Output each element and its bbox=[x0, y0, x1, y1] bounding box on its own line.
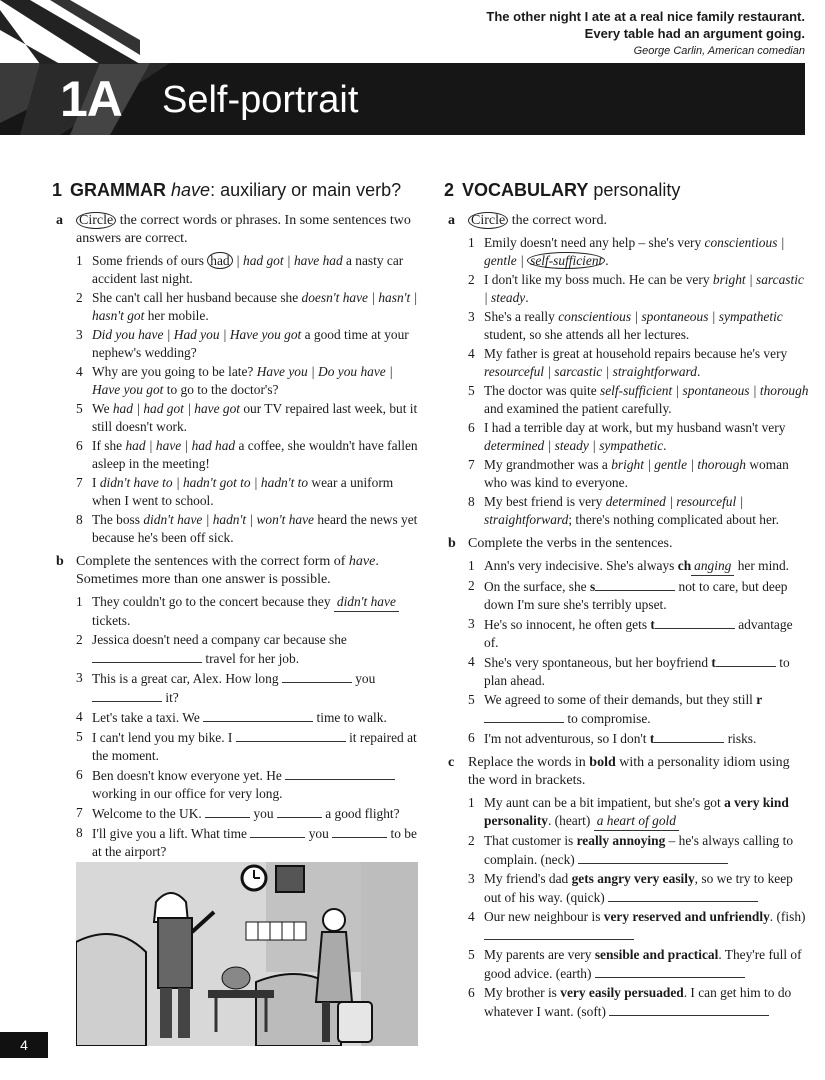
exercise-item bbox=[444, 832, 810, 869]
exercise-item bbox=[52, 766, 418, 803]
item-number: 2 bbox=[76, 290, 83, 305]
exercise-item bbox=[444, 577, 810, 614]
vocabulary-section bbox=[444, 178, 810, 1027]
item-text: I don't like my boss much. He can be very bbox=[484, 272, 713, 287]
illustration-couple-arguing bbox=[76, 862, 418, 1046]
exercise-item bbox=[52, 326, 418, 362]
exercise-2c-list bbox=[444, 794, 810, 1021]
item-text: He's so innocent, he often gets bbox=[484, 617, 651, 632]
item-number: 5 bbox=[76, 401, 83, 416]
answer-blank[interactable] bbox=[716, 653, 776, 667]
answer-blank[interactable] bbox=[595, 577, 675, 591]
exercise-item bbox=[444, 382, 810, 418]
item-text: I bbox=[92, 475, 100, 490]
item-text: her mind. bbox=[734, 558, 790, 573]
item-text: My grandmother was a bbox=[484, 457, 612, 472]
item-text: My parents are very bbox=[484, 947, 595, 962]
item-number: 2 bbox=[76, 632, 83, 647]
item-text: The doctor was quite bbox=[484, 383, 601, 398]
exercise-item bbox=[444, 870, 810, 907]
item-text: a nasty car accident last night. bbox=[92, 253, 404, 286]
item-text: Our new neighbour is bbox=[484, 909, 604, 924]
item-number: 6 bbox=[76, 438, 83, 453]
exercise-item bbox=[52, 289, 418, 325]
unit-banner bbox=[0, 63, 805, 135]
item-text: ch bbox=[677, 558, 692, 573]
item-text: and examined the patient carefully. bbox=[484, 401, 672, 416]
item-text: Ann's very indecisive. She's always bbox=[484, 558, 678, 573]
item-number: 1 bbox=[468, 795, 475, 810]
circled-answer[interactable]: self-sufficient bbox=[527, 252, 605, 269]
exercise-item bbox=[444, 946, 810, 983]
quote-author: George Carlin, American comedian bbox=[633, 45, 805, 57]
item-number: 1 bbox=[76, 594, 83, 609]
answer-blank[interactable] bbox=[92, 649, 202, 663]
item-text: gets angry very easily bbox=[571, 871, 695, 886]
item-text: I'm not adventurous, so I don't bbox=[484, 731, 650, 746]
item-text: ; there's nothing complicated about her. bbox=[568, 512, 779, 527]
item-text: Ben doesn't know everyone yet. He bbox=[92, 768, 286, 783]
item-number: 3 bbox=[468, 309, 475, 324]
item-text: bright | gentle | thorough bbox=[611, 457, 747, 472]
item-text: . bbox=[605, 253, 609, 268]
item-number: 5 bbox=[76, 729, 83, 744]
exercise-1a-list bbox=[52, 252, 418, 547]
item-text: Jessica doesn't need a company car because she bbox=[92, 632, 347, 647]
item-text: a coffee, she wouldn't have fallen asleep in the meeting! bbox=[92, 438, 418, 471]
exercise-item bbox=[52, 631, 418, 668]
exercise-item bbox=[444, 794, 810, 831]
item-text: self-sufficient | spontaneous | thorough bbox=[600, 383, 809, 398]
item-number: 4 bbox=[468, 909, 475, 924]
answer-blank[interactable] bbox=[285, 766, 395, 780]
exercise-item bbox=[52, 437, 418, 473]
item-number: 7 bbox=[76, 805, 83, 820]
item-text: , so we try to keep out of his way. (quick) bbox=[484, 871, 793, 905]
item-text: s bbox=[589, 579, 596, 594]
item-text: determined | steady | sympathetic bbox=[484, 438, 664, 453]
item-number: 4 bbox=[76, 364, 83, 379]
item-text: conscientious | spontaneous | sympathetic bbox=[558, 309, 783, 324]
corner-rays-decoration bbox=[0, 0, 140, 64]
exercise-2a-list bbox=[444, 234, 810, 529]
item-text: woman who was kind to everyone. bbox=[484, 457, 789, 490]
item-text: had | had got | have got bbox=[112, 401, 240, 416]
answer-blank[interactable] bbox=[608, 888, 758, 902]
item-text: a very kind personality bbox=[484, 795, 789, 828]
item-text: it repaired at the moment. bbox=[92, 730, 417, 763]
item-number: 6 bbox=[76, 767, 83, 782]
exercise-2c-instruction: c Replace the words in bold with a personality idiom using the word in brackets. bbox=[448, 755, 790, 788]
item-text: bright | sarcastic | steady bbox=[484, 272, 804, 305]
exercise-item bbox=[52, 824, 418, 861]
item-text: had | have | had had bbox=[125, 438, 236, 453]
item-text: My brother is bbox=[484, 985, 561, 1000]
item-text: . bbox=[663, 438, 667, 453]
item-number: 5 bbox=[468, 383, 475, 398]
example-answer: a heart of gold bbox=[594, 812, 679, 831]
item-text: r bbox=[756, 692, 763, 707]
item-text: We agreed to some of their demands, but they still bbox=[484, 692, 757, 707]
answer-blank[interactable] bbox=[282, 669, 352, 683]
item-text: very easily persuaded bbox=[560, 985, 684, 1000]
item-text: didn't have | hadn't | won't have bbox=[143, 512, 314, 527]
item-text: I had a terrible day at work, but my husband wasn't very bbox=[484, 420, 786, 435]
item-text: working in our office for very long. bbox=[92, 786, 283, 801]
answer-blank[interactable] bbox=[578, 850, 728, 864]
item-text: They couldn't go to the concert because they bbox=[92, 594, 334, 609]
exercise-item bbox=[444, 308, 810, 344]
exercise-1b-list bbox=[52, 593, 418, 861]
item-text: That customer is bbox=[484, 833, 577, 848]
quote-line-1: The other night I ate at a real nice family restaurant. bbox=[486, 9, 805, 24]
item-number: 4 bbox=[76, 709, 83, 724]
item-text: resourceful | sarcastic | straightforward bbox=[484, 364, 697, 379]
item-text: t bbox=[649, 731, 655, 746]
exercise-item bbox=[444, 615, 810, 652]
exercise-2a-instruction: a Circle the correct word. bbox=[448, 213, 607, 228]
vocabulary-heading: 2 VOCABULARY personality bbox=[444, 180, 681, 200]
circled-answer[interactable]: had bbox=[207, 252, 232, 269]
item-text: determined | resourceful | straightforward bbox=[484, 494, 744, 527]
item-text: advantage of. bbox=[484, 617, 793, 650]
item-text: | had got | have had bbox=[232, 253, 343, 268]
item-text: to compromise. bbox=[564, 711, 651, 726]
exercise-1a-instruction: a Circle the correct words or phrases. In some sentences two answers are correct. bbox=[56, 213, 411, 246]
item-number: 1 bbox=[76, 253, 83, 268]
answer-blank[interactable] bbox=[655, 615, 735, 629]
item-number: 5 bbox=[468, 947, 475, 962]
item-number: 4 bbox=[468, 346, 475, 361]
answer-blank[interactable] bbox=[92, 688, 162, 702]
exercise-item bbox=[444, 557, 810, 576]
item-text: a good time at your nephew's wedding? bbox=[92, 327, 409, 360]
item-text: to go to the doctor's? bbox=[163, 382, 279, 397]
item-text: She's a really bbox=[484, 309, 559, 324]
item-number: 1 bbox=[468, 235, 475, 250]
item-number: 6 bbox=[468, 985, 475, 1000]
exercise-1b-instruction: b Complete the sentences with the correct form of have. Sometimes more than one answer is possible. bbox=[56, 554, 379, 587]
exercise-item bbox=[52, 593, 418, 630]
item-text: My aunt can be a bit impatient, but she's got bbox=[484, 795, 725, 810]
exercise-item bbox=[52, 363, 418, 399]
item-text: it? bbox=[162, 690, 179, 705]
item-text: Let's take a taxi. We bbox=[92, 710, 204, 725]
exercise-item bbox=[52, 728, 418, 765]
item-number: 3 bbox=[468, 871, 475, 886]
exercise-item bbox=[52, 400, 418, 436]
item-text: . bbox=[525, 290, 529, 305]
item-text: a good flight? bbox=[321, 806, 400, 821]
item-text: The boss bbox=[92, 512, 144, 527]
item-text: My best friend is very bbox=[484, 494, 606, 509]
example-answer: didn't have bbox=[334, 593, 399, 612]
answer-blank[interactable] bbox=[609, 1002, 769, 1016]
item-number: 2 bbox=[468, 578, 475, 593]
item-text: – he's always calling to complain. (neck) bbox=[484, 833, 794, 867]
item-text: student, so she attends all her lectures. bbox=[484, 327, 690, 342]
answer-blank[interactable] bbox=[654, 729, 724, 743]
exercise-item bbox=[52, 669, 418, 707]
answer-blank[interactable] bbox=[484, 709, 564, 723]
page-number: 4 bbox=[0, 1032, 48, 1058]
exercise-item bbox=[52, 804, 418, 823]
exercise-item bbox=[52, 252, 418, 288]
item-text: our TV repaired last week, but it still doesn't work. bbox=[92, 401, 418, 434]
answer-blank[interactable] bbox=[595, 964, 745, 978]
item-text: If she bbox=[92, 438, 126, 453]
answer-blank[interactable] bbox=[332, 824, 387, 838]
item-number: 3 bbox=[76, 327, 83, 342]
exercise-item bbox=[444, 691, 810, 728]
answer-blank[interactable] bbox=[277, 804, 322, 818]
item-text: you bbox=[305, 826, 333, 841]
item-text: Some friends of ours bbox=[92, 253, 208, 268]
item-text: wear a uniform when I went to school. bbox=[92, 475, 394, 508]
item-text: . They're full of good advice. (earth) bbox=[484, 947, 802, 981]
item-number: 2 bbox=[468, 833, 475, 848]
item-text: travel for her job. bbox=[202, 651, 300, 666]
epigraph bbox=[486, 8, 805, 57]
example-answer: anging bbox=[691, 557, 734, 576]
item-number: 6 bbox=[468, 420, 475, 435]
exercise-item bbox=[444, 984, 810, 1021]
item-number: 8 bbox=[76, 512, 83, 527]
item-text: time to walk. bbox=[313, 710, 387, 725]
item-text: I can't lend you my bike. I bbox=[92, 730, 236, 745]
item-text: . I can get him to do whatever I want. (soft) bbox=[484, 985, 792, 1019]
item-text: you bbox=[351, 671, 376, 686]
exercise-item bbox=[52, 474, 418, 510]
item-text: Emily doesn't need any help – she's very bbox=[484, 235, 705, 250]
exercise-item bbox=[444, 419, 810, 455]
item-text: tickets. bbox=[92, 613, 131, 628]
item-text: This is a great car, Alex. How long bbox=[92, 671, 282, 686]
item-text: Did you have | Had you | Have you got bbox=[92, 327, 302, 342]
item-text: My friend's dad bbox=[484, 871, 572, 886]
item-text: her mobile. bbox=[144, 308, 209, 323]
item-text: sensible and practical bbox=[594, 947, 719, 962]
exercise-item bbox=[52, 708, 418, 727]
item-number: 5 bbox=[468, 692, 475, 707]
item-text: doesn't have | hasn't | hasn't got bbox=[92, 290, 418, 323]
item-text: . bbox=[696, 364, 701, 379]
item-number: 4 bbox=[468, 654, 475, 669]
item-text: She's very spontaneous, but her boyfriend bbox=[484, 655, 712, 670]
exercise-item bbox=[444, 729, 810, 748]
item-text: not to care, but deep down I'm sure she's terribly upset. bbox=[484, 579, 788, 612]
item-number: 7 bbox=[76, 475, 83, 490]
grammar-heading: 1 GRAMMAR have: auxiliary or main verb? bbox=[52, 180, 402, 200]
item-text: Have you | Do you have | Have you got bbox=[92, 364, 393, 397]
item-number: 8 bbox=[468, 494, 475, 509]
unit-title: Self-portrait bbox=[162, 79, 359, 121]
item-text: Why are you going to be late? bbox=[92, 364, 257, 379]
item-text: . (heart) bbox=[547, 813, 594, 828]
exercise-item bbox=[444, 493, 810, 529]
item-text: t bbox=[711, 655, 716, 670]
item-text: really annoying bbox=[576, 833, 666, 848]
item-number: 2 bbox=[468, 272, 475, 287]
exercise-item bbox=[444, 271, 810, 307]
item-number: 6 bbox=[468, 730, 475, 745]
answer-blank[interactable] bbox=[236, 728, 346, 742]
item-text: to be at the airport? bbox=[92, 826, 417, 859]
unit-number: 1A bbox=[60, 71, 122, 127]
item-text: didn't have to | hadn't got to | hadn't to bbox=[99, 475, 309, 490]
item-text: We bbox=[92, 401, 113, 416]
answer-blank[interactable] bbox=[203, 708, 313, 722]
item-number: 8 bbox=[76, 825, 83, 840]
item-text: I'll give you a lift. What time bbox=[92, 826, 251, 841]
answer-blank[interactable] bbox=[205, 804, 250, 818]
item-text: My father is great at household repairs because he's very bbox=[484, 346, 788, 361]
item-text: you bbox=[250, 806, 277, 821]
answer-blank[interactable] bbox=[484, 926, 634, 940]
item-text: t bbox=[650, 617, 655, 632]
item-number: 3 bbox=[76, 670, 83, 685]
exercise-2b-list bbox=[444, 557, 810, 748]
exercise-item bbox=[444, 345, 810, 381]
exercise-item bbox=[444, 456, 810, 492]
item-number: 3 bbox=[468, 616, 475, 631]
exercise-item bbox=[444, 653, 810, 690]
item-text: heard the news yet because he's been off sick. bbox=[92, 512, 418, 545]
answer-blank[interactable] bbox=[250, 824, 305, 838]
exercise-2b-instruction: b Complete the verbs in the sentences. bbox=[448, 536, 673, 551]
exercise-item bbox=[52, 511, 418, 547]
item-number: 1 bbox=[468, 558, 475, 573]
item-text: On the surface, she bbox=[484, 579, 590, 594]
item-text: to plan ahead. bbox=[484, 655, 790, 688]
item-text: risks. bbox=[724, 731, 757, 746]
item-number: 7 bbox=[468, 457, 475, 472]
item-text: conscientious | gentle | bbox=[484, 235, 785, 268]
exercise-item bbox=[444, 908, 810, 945]
item-text: . (fish) bbox=[769, 909, 806, 924]
quote-line-2: Every table had an argument going. bbox=[584, 26, 805, 41]
grammar-section bbox=[52, 178, 418, 867]
item-text: Welcome to the UK. bbox=[92, 806, 206, 821]
exercise-item bbox=[444, 234, 810, 270]
item-text: very reserved and unfriendly bbox=[603, 909, 770, 924]
item-text: She can't call her husband because she bbox=[92, 290, 302, 305]
